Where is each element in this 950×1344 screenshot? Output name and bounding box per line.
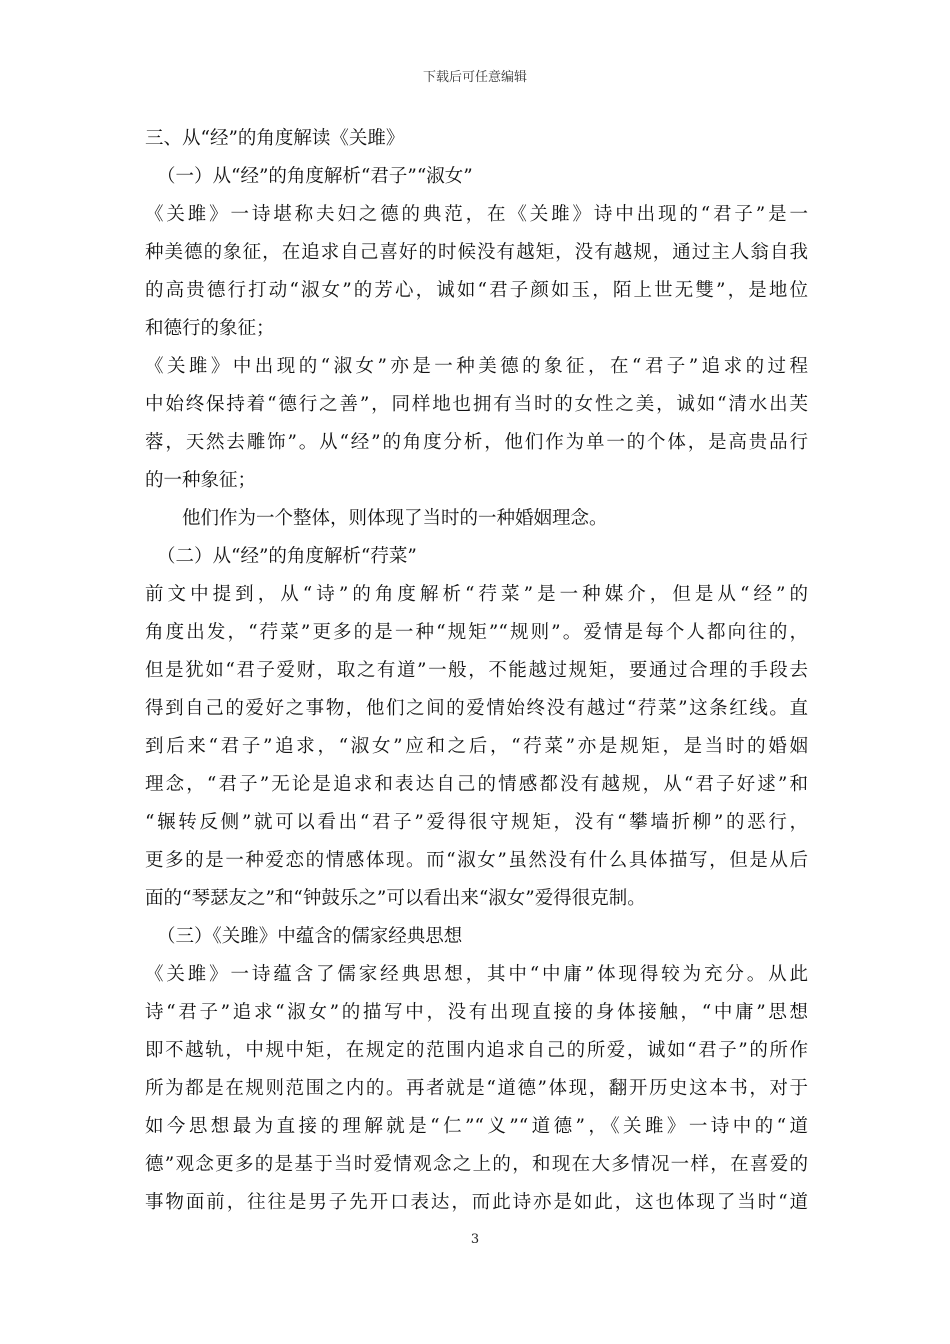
text-line: 诗“君子”追求“淑女”的描写中，没有出现直接的身体接触，“中庸”思想	[145, 1002, 808, 1023]
text-line: 但是犹如“君子爱财，取之有道”一般，不能越过规矩，要通过合理的手段去	[145, 660, 808, 681]
text-line: 的高贵德行打动“淑女”的芳心，诚如“君子颜如玉，陌上世无雙”，是地位	[145, 280, 808, 301]
page-header: 下载后可任意编辑	[422, 70, 527, 85]
text-line: 和德行的象征；	[145, 318, 275, 339]
subsection-heading: （二）从“经”的角度解析“荇菜”	[157, 546, 417, 567]
subsection-heading: （一）从“经”的角度解析“君子”“淑女”	[157, 166, 473, 187]
text-line: 《关雎》一诗蕴含了儒家经典思想，其中“中庸”体现得较为充分。从此	[145, 964, 808, 985]
document-body	[145, 120, 808, 1222]
text-line: 理念，“君子”无论是追求和表达自己的情感都没有越规，从“君子好逑”和	[145, 774, 808, 795]
text-line: 更多的是一种爱恋的情感体现。而“淑女”虽然没有什么具体描写，但是从后	[145, 850, 808, 871]
text-line: 《关雎》一诗堪称夫妇之德的典范，在《关雎》诗中出现的“君子”是一	[145, 204, 808, 225]
text-line: 如今思想最为直接的理解就是“仁”“义”“道德”，《关雎》一诗中的“道	[145, 1116, 808, 1137]
text-line: 德”观念更多的是基于当时爱情观念之上的，和现在大多情况一样，在喜爱的	[145, 1154, 808, 1175]
text-line: 他们作为一个整体，则体现了当时的一种婚姻理念。	[182, 508, 608, 529]
text-line: 的一种象征；	[145, 470, 257, 491]
text-line: 角度出发，“荇菜”更多的是一种“规矩”“规则”。爱情是每个人都向往的，	[145, 622, 808, 643]
text-line: 得到自己的爱好之事物，他们之间的爱情始终没有越过“荇菜”这条红线。直	[145, 698, 808, 719]
subsection-heading: （三）《关雎》中蕴含的儒家经典思想	[157, 926, 463, 947]
text-line: “辗转反侧”就可以看出“君子”爱得很守规矩，没有“攀墙折柳”的恶行，	[145, 812, 808, 833]
text-line: 面的“琴瑟友之”和“钟鼓乐之”可以看出来“淑女”爱得很克制。	[145, 888, 646, 909]
text-line: 事物面前，往往是男子先开口表达，而此诗亦是如此，这也体现了当时“道	[145, 1192, 808, 1213]
text-line: 种美德的象征，在追求自己喜好的时候没有越矩，没有越规，通过主人翁自我	[145, 242, 808, 263]
text-line: 《关雎》中出现的“淑女”亦是一种美德的象征，在“君子”追求的过程	[145, 356, 808, 377]
page-number: 3	[470, 1232, 480, 1247]
text-line: 到后来“君子”追求，“淑女”应和之后，“荇菜”亦是规矩，是当时的婚姻	[145, 736, 808, 757]
section-heading: 三、从“经”的角度解读《关雎》	[145, 128, 405, 149]
text-line: 所为都是在规则范围之内的。再者就是“道德”体现，翻开历史这本书，对于	[145, 1078, 808, 1099]
text-line: 中始终保持着“德行之善”，同样地也拥有当时的女性之美，诚如“清水出芙	[145, 394, 808, 415]
text-line: 前文中提到，从“诗”的角度解析“荇菜”是一种媒介，但是从“经”的	[145, 584, 808, 605]
text-line: 蓉，天然去雕饰”。从“经”的角度分析，他们作为单一的个体，是高贵品行	[145, 432, 808, 453]
text-line: 即不越轨，中规中矩，在规定的范围内追求自己的所爱，诚如“君子”的所作	[145, 1040, 808, 1061]
